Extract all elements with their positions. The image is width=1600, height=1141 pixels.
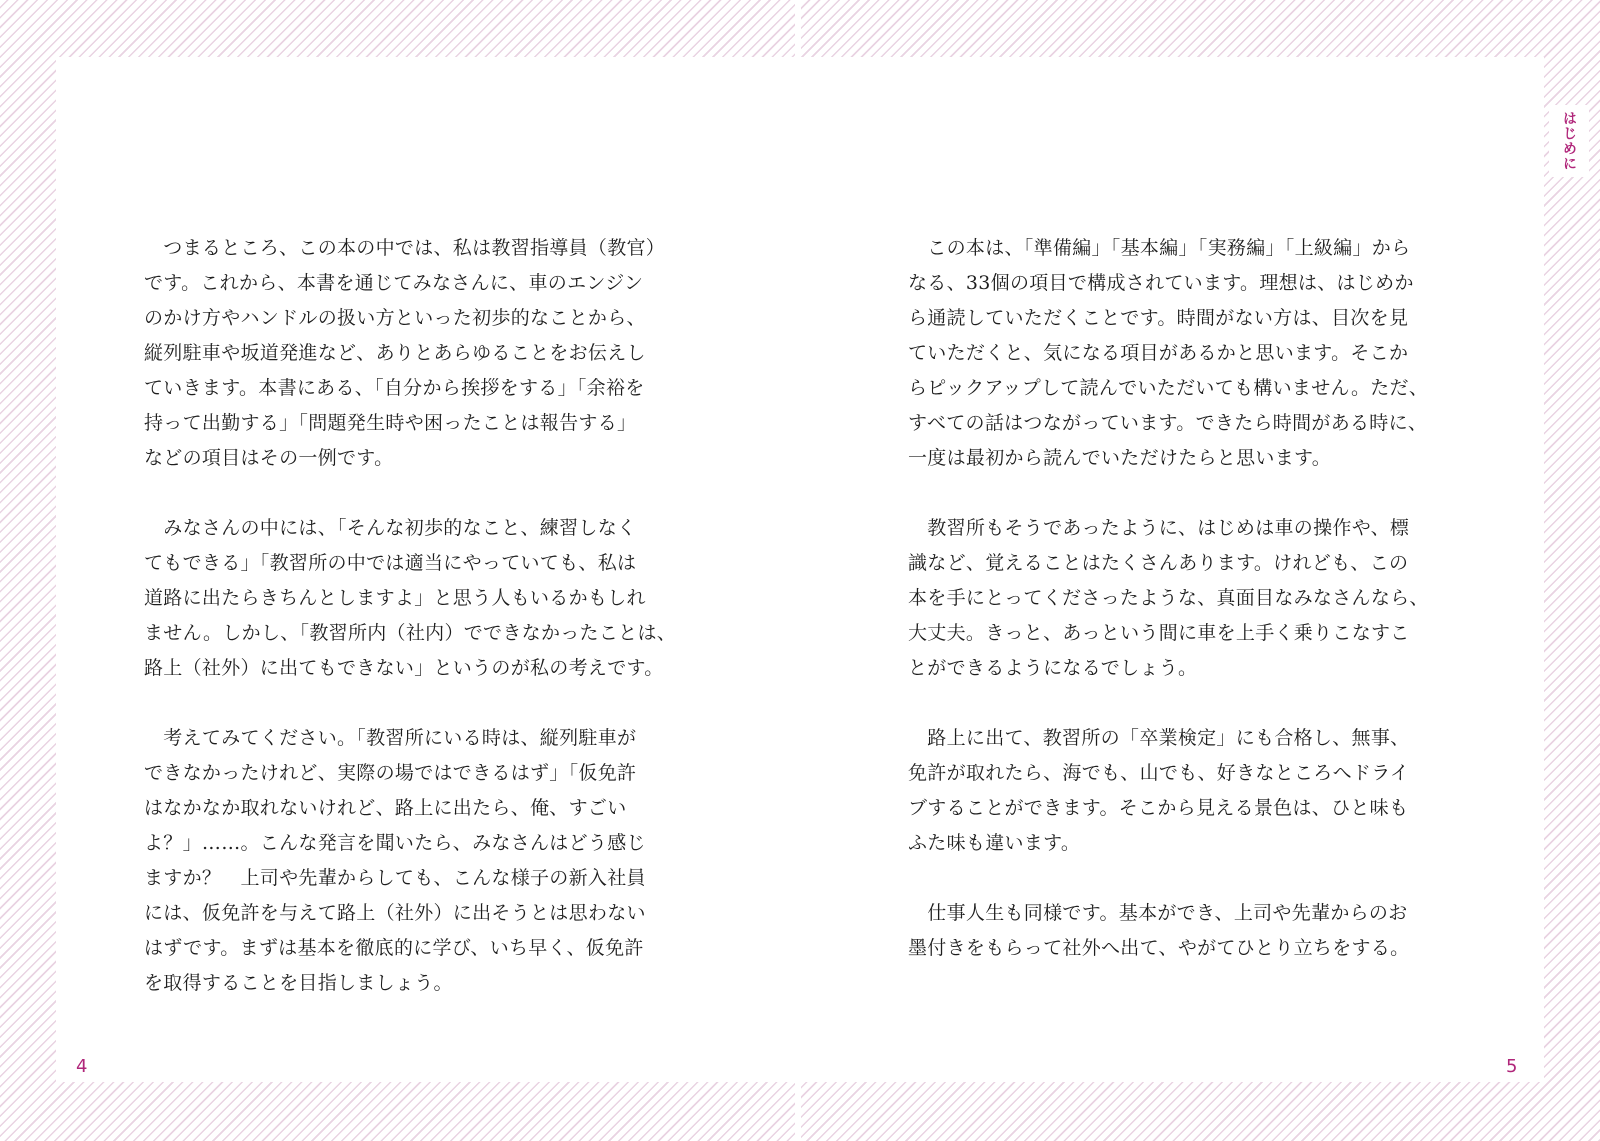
- chapter-side-tab-label: はじめに: [1561, 111, 1577, 171]
- left-paragraph-3: 考えてみてください。「教習所にいる時は、縦列駐車が できなかったけれど、実際の場ではできるはず」「仮免許 はなかなか取れないけれど、路上に出たら、俺、すごい よ？」……。こんな発言を聞いたら、みなさんはどう感じ ますか？ 上司や先輩からしても、こんな様子の新入社員 には、仮免許を与えて路上（社外）に出そうとは思わない はずです。まずは基本を徹底的に学び、いち早く、仮免許 を取得することを目指しましょう。: [144, 727, 646, 994]
- left-paragraph-1: つまるところ、この本の中では、私は教習指導員（教官） です。これから、本書を通じてみなさんに、車のエンジン のかけ方やハンドルの扱い方といった初歩的なことから、 縦列駐車や坂道発進など、ありとあらゆることをお伝えし ていきます。本書にある、「自分から挨拶をする」「余裕を 持って出勤する」「問題発生時や困ったことは報告する」 などの項目はその一例です。: [144, 237, 666, 469]
- left-page: [56, 57, 795, 1082]
- right-paragraph-3: 路上に出て、教習所の「卒業検定」にも合格し、無事、 免許が取れたら、海でも、山でも、好きなところへドライ ブすることができます。そこから見える景色は、ひと味も ふた味も違います。: [908, 727, 1410, 854]
- right-page: [801, 57, 1544, 1082]
- page-number-right: 5: [1506, 1056, 1518, 1077]
- right-paragraph-4: 仕事人生も同様です。基本ができ、上司や先輩からのお 墨付きをもらって社外へ出て、やがてひとり立ちをする。: [908, 902, 1410, 959]
- right-page-body: [908, 231, 1464, 1001]
- page-number-left: 4: [76, 1056, 88, 1077]
- right-paragraph-1: この本は、「準備編」「基本編」「実務編」「上級編」から なる、33個の項目で構成されています。理想は、はじめか ら通読していただくことです。時間がない方は、目次を見 ていただくと、気になる項目があるかと思います。そこか らピックアップして読んでいただいても構いません。ただ、 すべての話はつながっています。できたら時間がある時に、 一度は最初から読んでいただけたらと思います。: [908, 237, 1429, 469]
- left-paragraph-2: みなさんの中には、「そんな初歩的なこと、練習しなく てもできる」「教習所の中では適当にやっていても、私は 道路に出たらきちんとしますよ」と思う人もいるかもしれ ません。しかし、「教習所内（社内）でできなかったことは、 路上（社外）に出てもできない」というのが私の考えです。: [144, 517, 677, 679]
- left-page-body: [144, 231, 700, 1036]
- chapter-side-tab: [1549, 105, 1589, 177]
- right-paragraph-2: 教習所もそうであったように、はじめは車の操作や、標 識など、覚えることはたくさんあります。けれども、この 本を手にとってくださったような、真面目なみなさんなら、 大丈夫。きっと、あっという間に車を上手く乗りこなすこ とができるようになるでしょう。: [908, 517, 1429, 679]
